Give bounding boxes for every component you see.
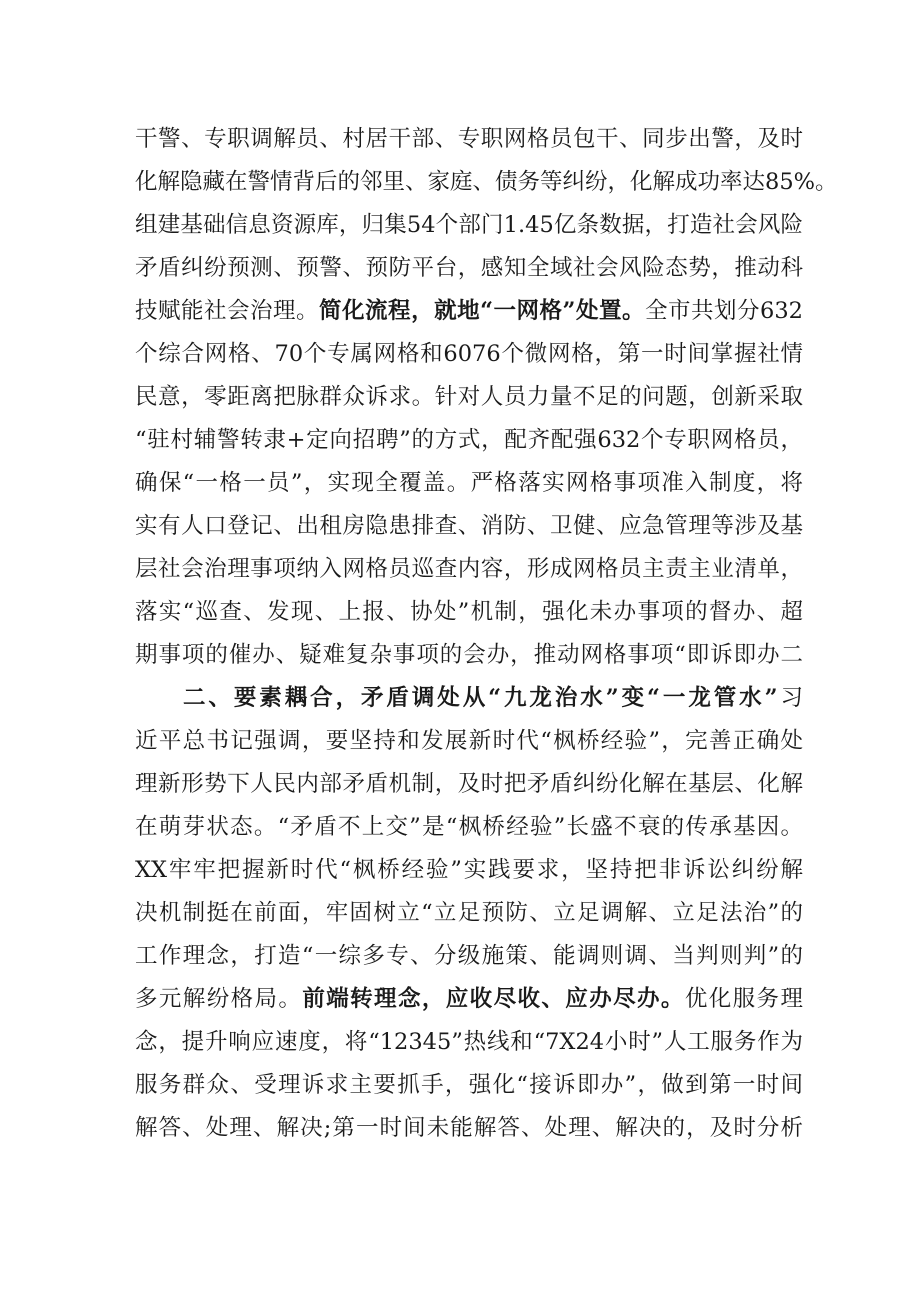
- line-text: 化解隐藏在警情背后的邻里、家庭、债务等纠纷，化解成功率达85%。: [135, 169, 838, 195]
- section-heading: [135, 677, 803, 720]
- text-line-12: [135, 591, 803, 634]
- line-text: 习: [777, 685, 803, 711]
- text-line-4: [135, 247, 803, 290]
- line-text: 近平总书记强调，要坚持和发展新时代“枫桥经验”，完善正确处: [135, 728, 803, 754]
- line-text: 全市共划分632: [645, 298, 803, 324]
- text-line-11: [135, 548, 803, 591]
- text-line-22: [135, 1021, 803, 1064]
- text-line-3: [135, 204, 803, 247]
- text-line-16: [135, 763, 803, 806]
- line-text: 落实“巡查、发现、上报、协处”机制，强化未办事项的督办、超: [135, 599, 803, 625]
- text-line-2: [135, 161, 838, 204]
- line-text: 念，提升响应速度，将“12345”热线和“7X24小时”人工服务作为: [135, 1029, 803, 1055]
- line-text: 优化服务理: [684, 986, 803, 1012]
- line-text: 服务群众、受理诉求主要抓手，强化“接诉即办”，做到第一时间: [135, 1072, 803, 1098]
- bold-subheading: 前端转理念，应收尽收、应办尽办。: [302, 986, 685, 1012]
- line-text: 确保“一格一员”，实现全覆盖。严格落实网格事项准入制度，将: [135, 470, 803, 496]
- text-line-24: [135, 1107, 803, 1150]
- text-line-9: [135, 462, 803, 505]
- text-line-20: [135, 935, 803, 978]
- text-line-19: [135, 892, 803, 935]
- line-text: XX牢牢把握新时代“枫桥经验”实践要求，坚持把非诉讼纠纷解: [135, 857, 803, 883]
- text-line-13: [135, 634, 803, 677]
- text-line-7: [135, 376, 803, 419]
- document-page: [135, 118, 838, 1150]
- line-text: 民意，零距离把脉群众诉求。针对人员力量不足的问题，创新采取: [135, 384, 803, 410]
- line-text: 层社会治理事项纳入网格员巡查内容，形成网格员主责主业清单，: [135, 556, 803, 582]
- line-text: 期事项的催办、疑难复杂事项的会办，推动网格事项“即诉即办二: [135, 642, 803, 668]
- text-line-21: [135, 978, 803, 1021]
- bold-subheading: 简化流程，就地“一网格”处置。: [319, 298, 646, 324]
- line-text: 决机制挺在前面，牢固树立“立足预防、立足调解、立足法治”的: [135, 900, 803, 926]
- text-line-8: [135, 419, 803, 462]
- text-line-15: [135, 720, 803, 763]
- line-text: 个综合网格、70个专属网格和6076个微网格，第一时间掌握社情: [135, 341, 803, 367]
- text-line-1: [135, 118, 803, 161]
- line-text: 在萌芽状态。“矛盾不上交”是“枫桥经验”长盛不衰的传承基因。: [135, 814, 803, 840]
- line-text: “驻村辅警转隶+定向招聘”的方式，配齐配强632个专职网格员，: [135, 427, 803, 453]
- line-text: 实有人口登记、出租房隐患排查、消防、卫健、应急管理等涉及基: [135, 513, 803, 539]
- text-line-5: [135, 290, 803, 333]
- line-text: 多元解纷格局。: [135, 986, 303, 1012]
- text-line-18: [135, 849, 803, 892]
- line-text: 矛盾纠纷预测、预警、预防平台，感知全域社会风险态势，推动科: [135, 255, 803, 281]
- text-line-17: [135, 806, 803, 849]
- text-line-6: [135, 333, 803, 376]
- line-text: 工作理念，打造“一综多专、分级施策、能调则调、当判则判”的: [135, 943, 803, 969]
- line-text: 解答、处理、解决;第一时间未能解答、处理、解决的，及时分析: [135, 1115, 803, 1141]
- text-line-10: [135, 505, 803, 548]
- heading-text: 二、要素耦合，矛盾调处从“九龙治水”变“一龙管水”: [183, 685, 778, 711]
- line-text: 理新形势下人民内部矛盾机制，及时把矛盾纠纷化解在基层、化解: [135, 771, 803, 797]
- line-text: 干警、专职调解员、村居干部、专职网格员包干、同步出警，及时: [135, 126, 803, 152]
- line-text: 技赋能社会治理。: [135, 298, 320, 324]
- line-text: 组建基础信息资源库，归集54个部门1.45亿条数据，打造社会风险: [135, 212, 803, 238]
- text-line-23: [135, 1064, 803, 1107]
